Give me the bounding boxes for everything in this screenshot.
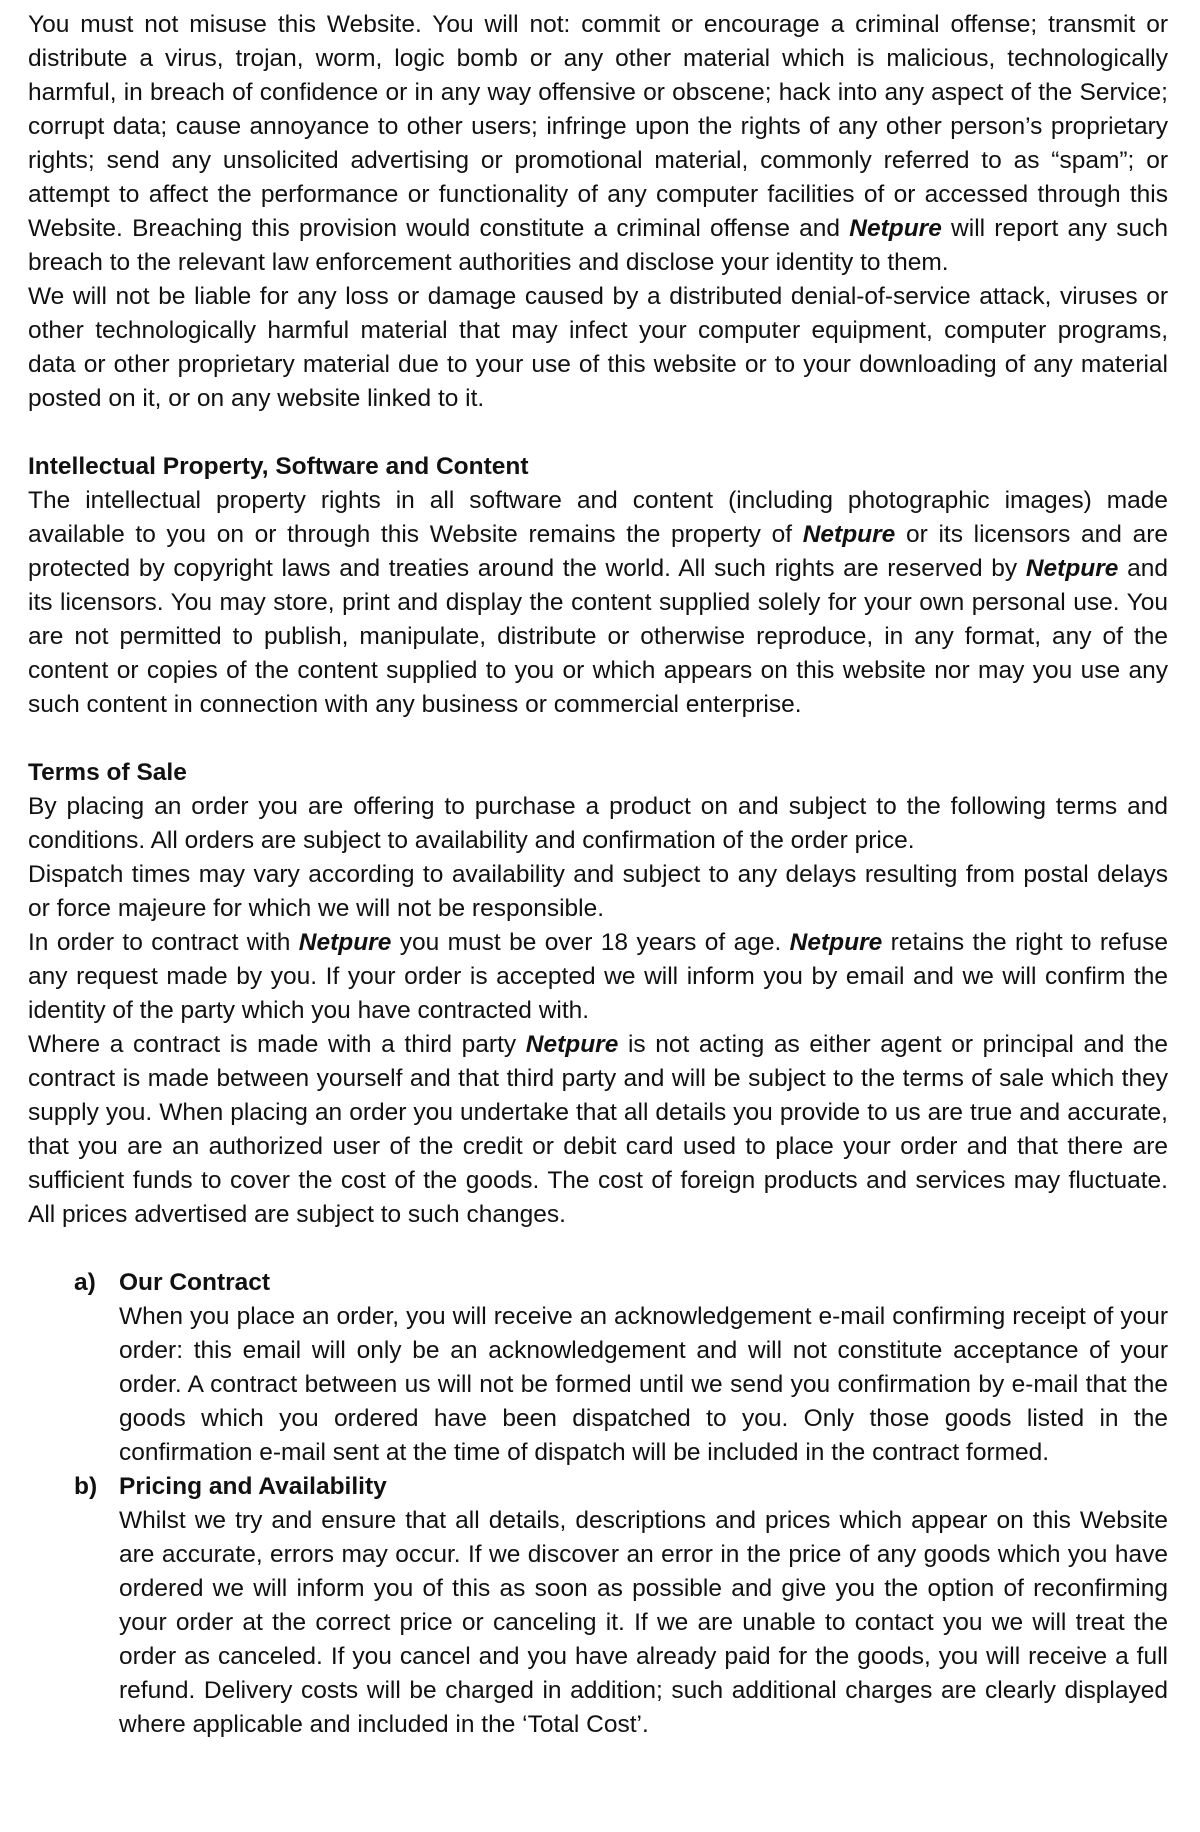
brand-name: Netpure: [849, 215, 942, 242]
list-item-body: Whilst we try and ensure that all details, descriptions and prices which appear on this Website are accurate, errors may occur. If we discover an error in the price of any goods which you have ordered we will inform you of this as soon as possible and give you the option of reconfirming your order at the correct price or canceling it. If we are unable to contact you we will treat the order as canceled. If you cancel and you have already paid for the goods, you will receive a full refund. Delivery costs will be charged in addition; such additional charges are clearly displayed where applicable and included in the ‘Total Cost’.: [119, 1507, 1168, 1738]
ip-heading: Intellectual Property, Software and Content: [28, 453, 529, 480]
sale-third-party-paragraph: [28, 1028, 1168, 1232]
text-run: We will not be liable for any loss or damage caused by a distributed denial-of-service attack, viruses or other technologically harmful material that may infect your computer equipment, computer programs, data or other proprietary material due to your use of this website or to your downloading of any material posted on it, or on any website linked to it.: [28, 283, 1168, 412]
text-run: and its licensors. You may store, print and display the content supplied solely for your own personal use. You are not permitted to publish, manipulate, distribute or otherwise reproduce, in any format, any of the content or copies of the content supplied to you or which appears on this website nor may you use any such content in connection with any business or commercial enterprise.: [28, 555, 1168, 718]
sale-age-paragraph: [28, 926, 1168, 1028]
sale-order-paragraph: [28, 790, 1168, 858]
brand-name: Netpure: [298, 929, 392, 956]
text-run: retains the right to refuse any request made by you. If your order is accepted we will inform you by email and we will confirm the identity of the party which you have contracted with.: [28, 929, 1168, 1024]
text-run: you must be over 18 years of age.: [391, 929, 790, 956]
text-run: is not acting as either agent or principal and the contract is made between yourself and that third party and will be subject to the terms of sale which they supply you. When placing an order you undertake that all details you provide to us are true and accurate, that you are an authorized user of the credit or debit card used to place your order and that there are sufficient funds to cover the cost of the goods. The cost of foreign products and services may fluctuate. All prices advertised are subject to such changes.: [28, 1031, 1169, 1228]
text-run: By placing an order you are offering to purchase a product on and subject to the following terms and conditions. All orders are subject to availability and confirmation of the order price.: [28, 793, 1168, 854]
list-item-pricing: [28, 1470, 1168, 1742]
brand-name: Netpure: [1025, 555, 1119, 582]
brand-name: Netpure: [802, 521, 896, 548]
sale-heading: Terms of Sale: [28, 759, 187, 786]
misuse-paragraph: [28, 8, 1168, 280]
section-spacer: [28, 1232, 1168, 1266]
list-marker: a): [74, 1269, 96, 1296]
ip-paragraph: [28, 484, 1168, 722]
text-run: The intellectual property rights in all software and content (including photographic images) made available to you on or through this Website remains the property of: [28, 487, 1168, 548]
liability-paragraph: [28, 280, 1168, 416]
sale-terms-list: [28, 1266, 1168, 1742]
text-run: In order to contract with: [28, 929, 299, 956]
text-run: will report any such breach to the relevant law enforcement authorities and disclose your identity to them.: [28, 215, 1168, 276]
sale-dispatch-paragraph: [28, 858, 1168, 926]
list-item-body: When you place an order, you will receive an acknowledgement e-mail confirming receipt of your order: this email will only be an acknowledgement and will not constitute acceptance of your order. A contract between us will not be formed until we send you confirmation by e-mail that the goods which you ordered have been dispatched to you. Only those goods listed in the confirmation e-mail sent at the time of dispatch will be included in the contract formed.: [119, 1303, 1168, 1466]
text-run: Dispatch times may vary according to availability and subject to any delays resulting from postal delays or force majeure for which we will not be responsible.: [28, 861, 1168, 922]
brand-name: Netpure: [525, 1031, 619, 1058]
text-run: Where a contract is made with a third party: [28, 1031, 526, 1058]
list-item-our-contract: [28, 1266, 1168, 1470]
section-spacer: [28, 722, 1168, 756]
brand-name: Netpure: [789, 929, 883, 956]
text-run: You must not misuse this Website. You will not: commit or encourage a criminal offense; transmit or distribute a virus, trojan, worm, logic bomb or any other material which is malicious, technologically harmful, in breach of confidence or in any way offensive or obscene; hack into any aspect of the Service; corrupt data; cause annoyance to other users; infringe upon the rights of any other person’s proprietary rights; send any unsolicited advertising or promotional material, commonly referred to as “spam”; or attempt to affect the performance or functionality of any computer facilities of or accessed through this Website. Breaching this provision would constitute a criminal offense and: [28, 11, 1168, 242]
text-run: or its licensors and are protected by copyright laws and treaties around the world. All such rights are reserved by: [28, 521, 1168, 582]
section-spacer: [28, 416, 1168, 450]
list-item-title: Pricing and Availability: [119, 1473, 387, 1500]
list-item-title: Our Contract: [119, 1269, 271, 1296]
list-marker: b): [74, 1473, 98, 1500]
terms-document: [28, 8, 1168, 1742]
